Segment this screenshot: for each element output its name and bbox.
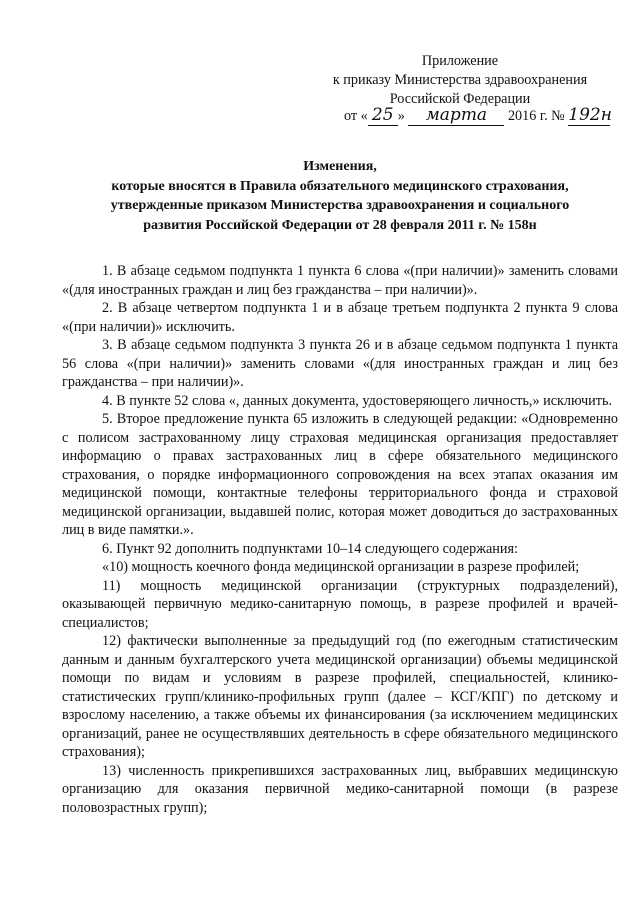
order-date-line — [344, 106, 634, 126]
paragraph-4: 4. В пункте 52 слова «, данных документа, удостоверяющего личность,» исключить. — [102, 392, 612, 409]
title-line-2: которые вносятся в Правила обязательного медицинского страхования, — [111, 178, 569, 194]
paragraph-5: 5. Второе предложение пункта 65 изложить в следующей редакции: «Одновременно с полисом застрахованному лицу страховая медицинская организация предоставляет информацию о правах застрахованных лиц в сфере обязательного медицинского страхования, о порядке информационного сопровождения на всех этапах оказания им медицинской помощи, контактные телефоны территориального фонда и страховой медицинской организации, выдавшей полис, которая может доводиться до застрахованных лиц в виде памятки.». — [62, 411, 618, 538]
order-reference: к приказу Министерства здравоохранения — [332, 72, 588, 88]
paragraph-6: 6. Пункт 92 дополнить подпунктами 10–14 следующего содержания: — [102, 540, 518, 557]
country-name: Российской Федерации — [389, 91, 531, 107]
handwritten-day: 25 — [368, 106, 398, 126]
subitem-12: 12) фактически выполненные за предыдущий год (по ежегодным статистическим данным и данным бухгалтерского учета медицинской организации) объемы медицинской помощи по видам и условиям в разрезе профилей, специальностей, клинико-статистических групп/клинико-профильных групп (далее – КСГ/КПГ) по детскому и взрослому населению, а также объемы их финансирования (за исключением медицинских организаций, ранее не осуществлявших деятельность в сфере обязательного медицинского страхования); — [62, 633, 618, 760]
document-title — [60, 157, 620, 235]
title-line-3: утвержденные приказом Министерства здравоохранения и социального — [110, 198, 570, 213]
paragraph-1: 1. В абзаце седьмом подпункта 1 пункта 6 слова «(при наличии)» заменить словами «(для иностранных граждан и лиц без гражданства – при наличии)». — [62, 263, 618, 298]
subitem-10: «10) мощность коечного фонда медицинской организации в разрезе профилей; — [102, 559, 580, 575]
paragraph-3: 3. В абзаце седьмом подпункта 3 пункта 26 и в абзаце седьмом подпункта 1 пункта 56 слова «(при наличии)» заменить словами «(для иностранных граждан и лиц без гражданства – при наличии)». — [62, 337, 618, 390]
appendix-header — [300, 52, 620, 109]
title-line-1: Изменения, — [303, 159, 377, 174]
date-quote-close: » — [397, 108, 405, 124]
subitem-11: 11) мощность медицинской организации (структурных подразделений), оказывающей первичную медико-санитарную помощь, в разрезе профилей и врачей-специалистов; — [62, 577, 618, 631]
handwritten-month: марта — [408, 106, 504, 126]
subitem-13: 13) численность прикрепившихся застрахованных лиц, выбравших медицинскую организацию для оказания первичной медико-санитарной помощи (в разрезе половозрастных групп); — [62, 762, 618, 816]
date-year: 2016 г. № — [507, 108, 565, 124]
paragraph-2: 2. В абзаце четвертом подпункта 1 и в абзаце третьем подпункта 2 пункта 9 слова «(при наличии)» исключить. — [62, 300, 618, 335]
title-line-4: развития Российской Федерации от 28 февраля 2011 г. № 158н — [143, 217, 537, 233]
handwritten-order-number: 192н — [568, 105, 612, 125]
document-body — [62, 262, 618, 817]
appendix-label: Приложение — [421, 53, 499, 69]
date-prefix: от « — [344, 108, 368, 124]
